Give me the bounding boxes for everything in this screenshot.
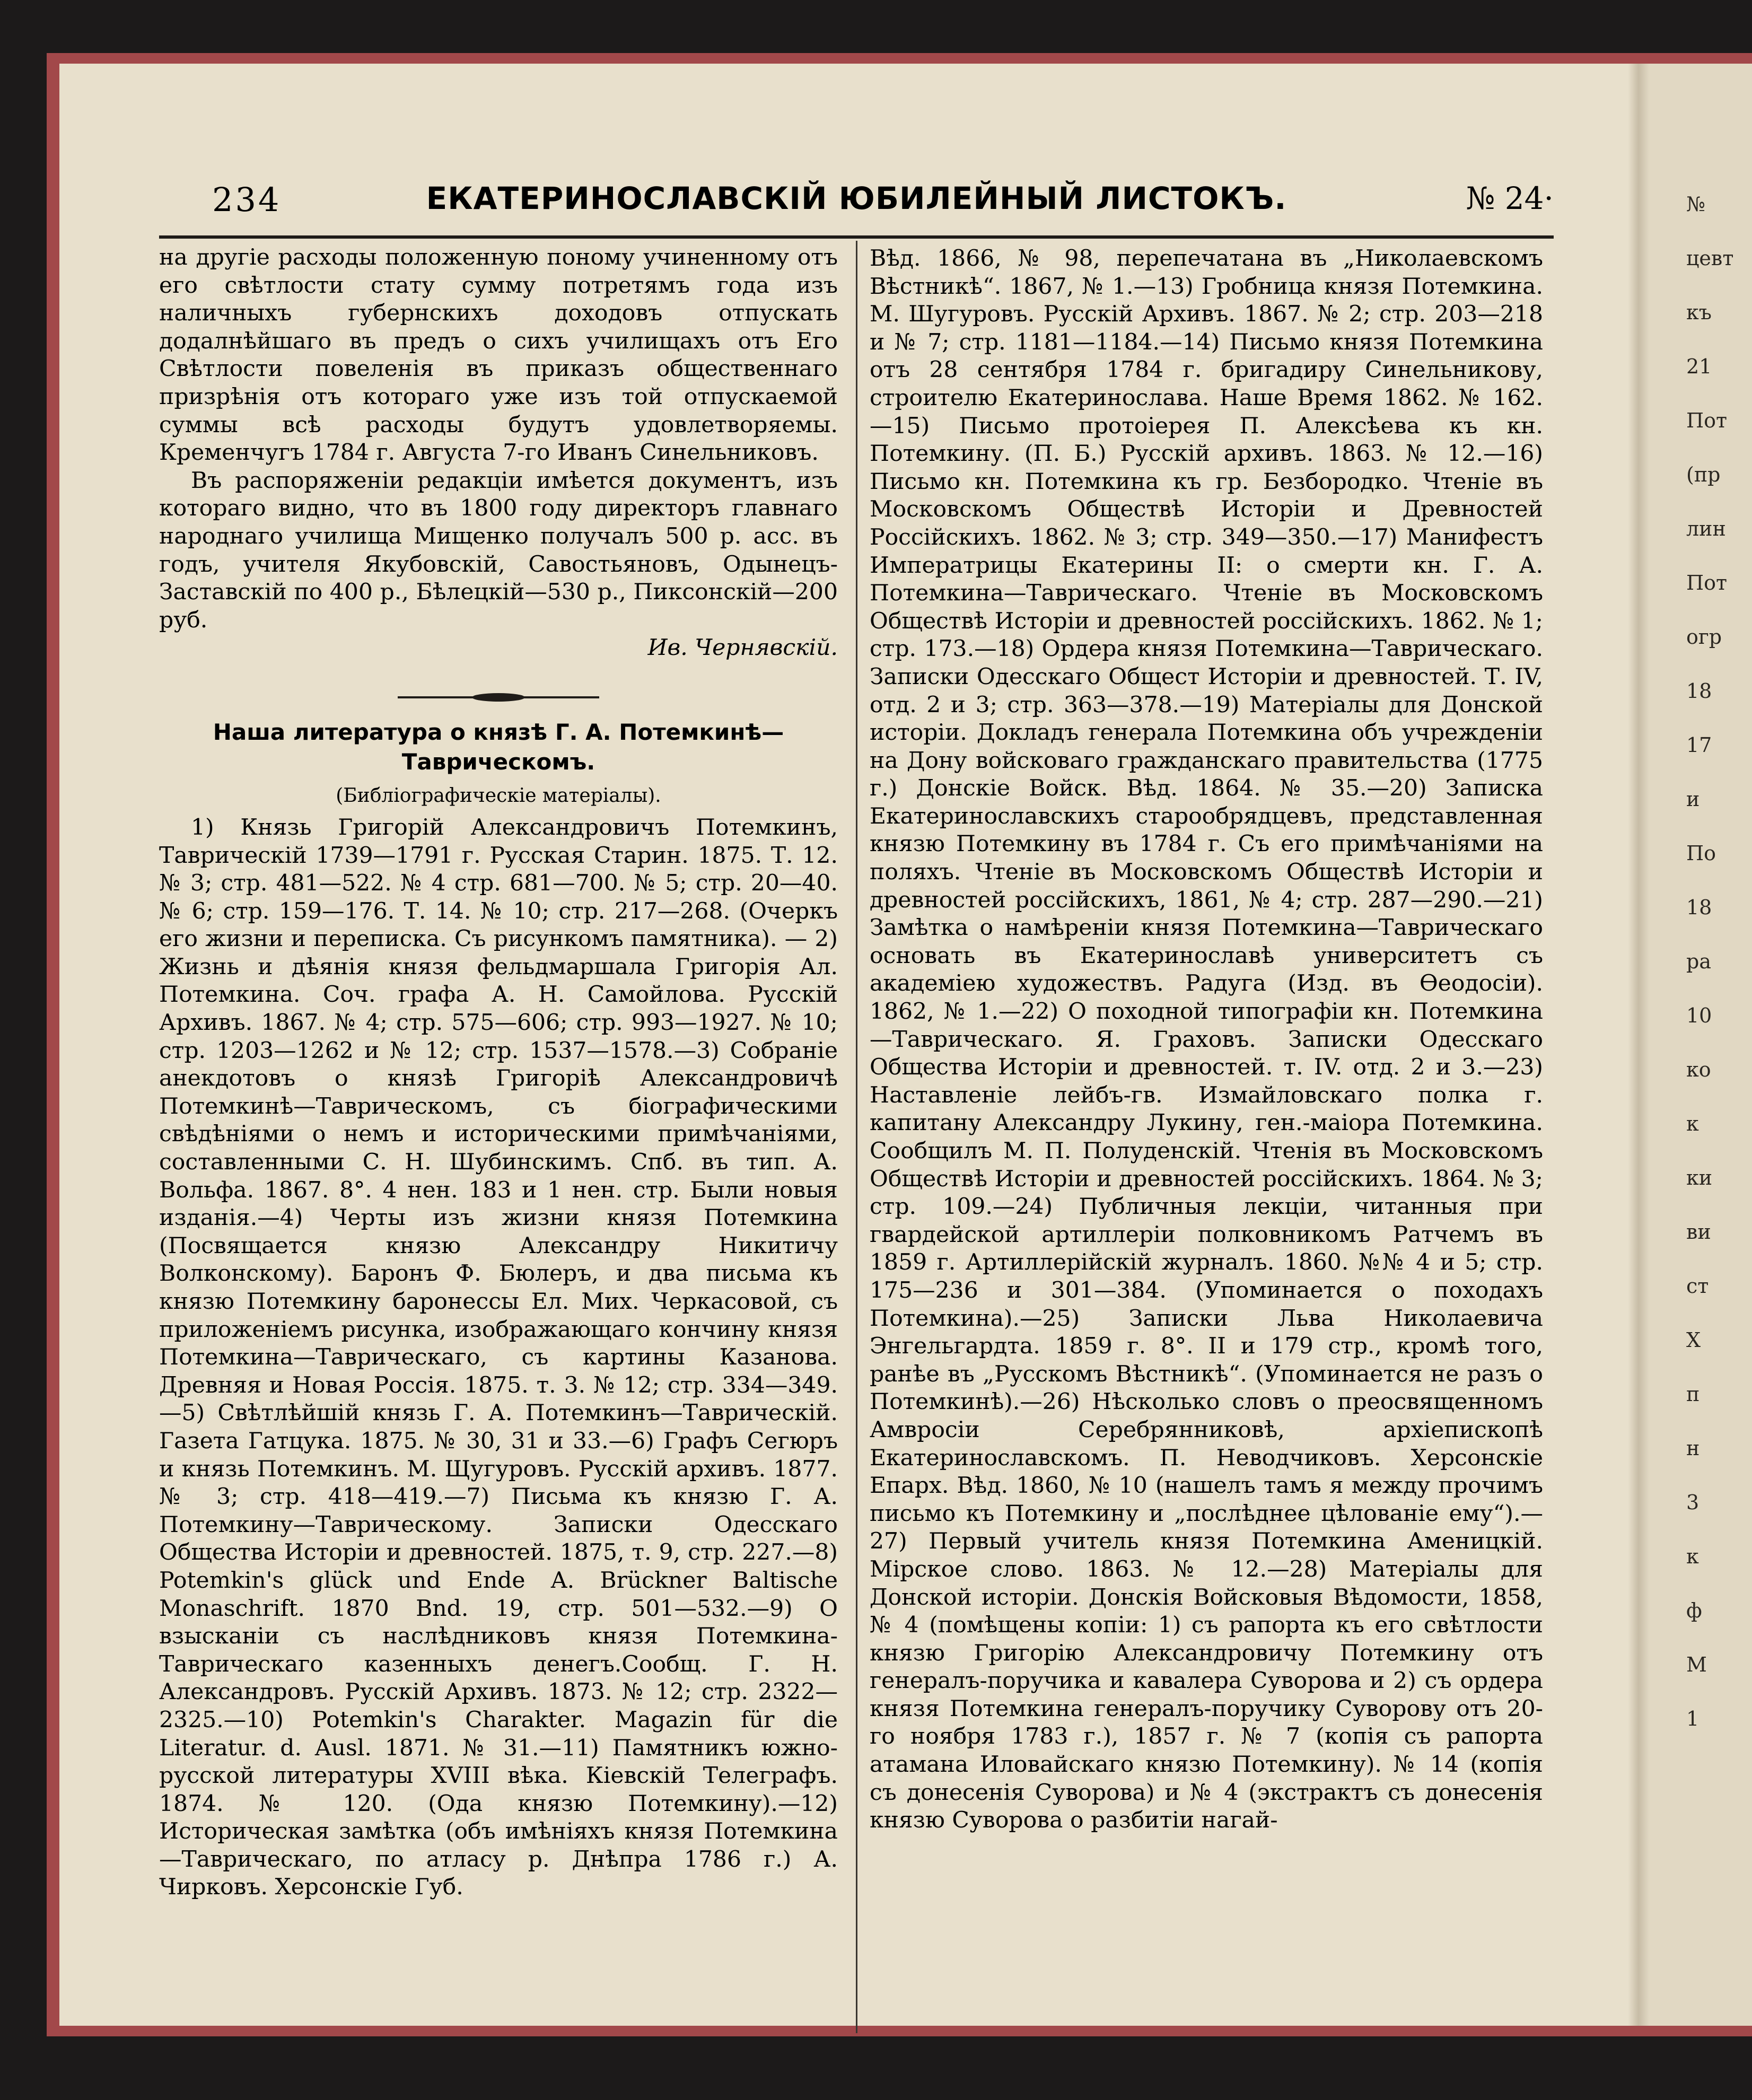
header-rule [159, 235, 1554, 239]
issue-number: № 24· [1466, 180, 1554, 216]
next-page-fragment: (пр [1686, 463, 1721, 486]
next-page-fragment: 1 [1686, 1707, 1700, 1730]
next-page-fragment: ф [1686, 1599, 1702, 1622]
next-page-fragment: № [1686, 192, 1705, 216]
page-header [159, 180, 1554, 233]
next-page-fragment: къ [1686, 301, 1712, 324]
next-page-fragment: Х [1686, 1328, 1701, 1352]
next-page-fragments [1686, 191, 1733, 1732]
next-page-fragment: ки [1686, 1166, 1713, 1189]
next-page-fragment: ко [1686, 1058, 1711, 1081]
next-page-fragment: 3 [1686, 1491, 1700, 1514]
next-page-fragment: 10 [1686, 1004, 1712, 1027]
right-column [870, 245, 1543, 1835]
next-page-fragment: и [1686, 788, 1700, 811]
next-page-fragment: По [1686, 842, 1716, 865]
next-page-fragment: ст [1686, 1274, 1709, 1298]
next-page-edge [1649, 64, 1752, 2026]
article-title: Наша литература о князѣ Г. А. Потемкинѣ—Таврическомъ. [213, 719, 784, 775]
page-number: 234 [212, 180, 282, 219]
next-page-fragment: к [1686, 1545, 1699, 1568]
next-page-fragment: огр [1686, 625, 1722, 649]
next-page-fragment: 18 [1686, 679, 1712, 703]
document-paragraph: Въ распоряженіи редакціи имѣется документъ, изъ котораго видно, что въ 1800 году директоръ главнаго народнаго училища Мищенко получалъ 500 р. асс. въ годъ, учителя Якубовскій, Савостьяновъ, Одынецъ-Заставскій по 400 р., Бѣлецкій—530 р., Пиксонскій—200 руб. [159, 467, 838, 633]
next-page-fragment: 17 [1686, 733, 1712, 757]
next-page-fragment: 21 [1686, 355, 1712, 378]
author-signature: Ив. Чернявскій. [647, 635, 838, 661]
column-divider [856, 241, 857, 2033]
next-page-fragment: н [1686, 1437, 1700, 1460]
next-page-fragment: Пот [1686, 571, 1728, 594]
next-page-fragment: Пот [1686, 409, 1728, 432]
next-page-fragment: ви [1686, 1220, 1711, 1244]
next-page-fragment: лин [1686, 517, 1726, 540]
next-page-fragment: ра [1686, 950, 1711, 973]
next-page-fragment: п [1686, 1382, 1700, 1406]
article-subtitle: (Библіографическіе матеріалы). [336, 784, 661, 807]
next-page-fragment: к [1686, 1112, 1699, 1135]
section-ornament [398, 693, 599, 702]
next-page-fragment: М [1686, 1653, 1707, 1676]
bibliography-continuation: Вѣд. 1866, № 98, перепечатана въ „Николаевскомъ Вѣстникѣ“. 1867, № 1.—13) Гробница князя Потемкина. М. Шугуровъ. Русскій Архивъ. 1867. № 2; стр. 203—218 и № 7; стр. 1181—1184.—14) Письмо князя Потемкина отъ 28 сентября 1784 г. бригадиру Синельникову, строителю Екатеринослава. Наше Время 1862. № 162.—15) Письмо протоіерея П. Алексѣева къ кн. Потемкину. (П. Б.) Русскій архивъ. 1863. № 12.—16) Письмо кн. Потемкина къ гр. Безбородко. Чтеніе въ Московскомъ Обществѣ Исторіи и Древностей Россійскихъ. 1862. № 3; стр. 349—350.—17) Манифестъ Императрицы Екатерины II: о смерти кн. Г. А. Потемкина—Таврическаго. Чтеніе въ Московскомъ Обществѣ Исторіи и древностей россійскихъ. 1862. № 1; стр. 173.—18) Ордера князя Потемкина—Таврическаго. Записки Одесскаго Общест Исторіи и древностей. Т. IV, отд. 2 и 3; стр. 363—378.—19) Матеріалы для Донской исторіи. Докладъ генерала Потемкина объ учрежденіи на Дону войсковаго гражданскаго правительства (1775 г.) Донскіе Войск. Вѣд. 1864. № 35.—20) Записка Екатеринославскихъ старообрядцевъ, представленная князю Потемкину въ 1784 г. Съ его примѣчаніями на поляхъ. Чтеніе въ Московскомъ Обществѣ Исторіи и древностей россійскихъ, 1861, № 4; стр. 287—290.—21) Замѣтка о намѣреніи князя Потемкина—Таврическаго основать въ Екатеринославѣ университетъ съ академіею художествъ. Радуга (Изд. въ Ѳеодосіи). 1862, № 1.—22) О походной типографіи кн. Потемкина—Таврическаго. Я. Граховъ. Записки Одесскаго Общества Исторіи и древностей. т. IV. отд. 2 и 3.—23) Наставленіе лейбъ-гв. Измайловскаго полка г. капитану Александру Лукину, ген.-маіора Потемкина. Сообщилъ М. П. Полуденскій. Чтенія въ Московскомъ Обществѣ Исторіи и древностей россійскихъ. 1864. № 3; стр. 109.—24) Публичныя лекціи, читанныя при гвардейской артиллеріи полковникомъ Ратчемъ въ 1859 г. Артиллерійскій журналъ. 1860. №№ 4 и 5; стр. 175—236 и 301—384. (Упоминается о походахъ Потемкина).—25) Записки Льва Николаевича Энгельгардта. 1859 г. 8°. II и 179 стр., кромѣ того, ранѣе въ „Русскомъ Вѣстникѣ“. (Упоминается не разъ о Потемкинѣ).—26) Нѣсколько словъ о преосвященномъ Амвросіи Серебрянниковѣ, архіепископѣ Екатеринославскомъ. П. Неводчиковъ. Херсонскіе Епарх. Вѣд. 1860, № 10 (нашелъ тамъ я между прочимъ письмо къ Потемкину и „послѣднее цѣлованіе ему“).—27) Первый учитель князя Потемкина Аменицкій. Мірское слово. 1863. № 12.—28) Матеріалы для Донской исторіи. Донскія Войсковыя Вѣдомости, 1858, № 4 (помѣщены копіи: 1) съ рапорта къ его свѣтлости князю Григорію Александровичу Потемкину отъ генералъ-поручика и кавалера Суворова и 2) съ ордера князя Потемкина генералъ-поручику Суворову отъ 20-го ноября 1783 г.), 1857 г. № 7 (копія съ рапорта атамана Иловайскаго князю Потемкину). № 14 (копія съ донесенія Суворова) и № 4 (экстрактъ съ донесенія князю Суворова о разбитіи нагай- [870, 246, 1543, 1834]
next-page-fragment: 18 [1686, 896, 1712, 919]
next-page-fragment: цевт [1686, 247, 1734, 270]
left-column [159, 244, 838, 1902]
opening-paragraph: на другіе расходы положенную поному учиненному отъ его свѣтлости стату сумму потретямъ года изъ наличныхъ губернскихъ доходовъ отпускать додалнѣйшаго въ предъ о сихъ училищахъ отъ Его Свѣтлости повеленія въ приказъ общественнаго призрѣнія отъ котораго уже изъ той отпускаемой суммы всѣ расходы будутъ удовлетворяемы. Кременчугъ 1784 г. Августа 7-го Иванъ Синельниковъ. [159, 244, 838, 466]
book-gutter [1628, 64, 1649, 2026]
running-title: ЕКАТЕРИНОСЛАВСКІЙ ЮБИЛЕЙНЫЙ ЛИСТОКЪ. [426, 180, 1287, 216]
bibliography-text: 1) Князь Григорій Александровичъ Потемкинъ, Таврическій 1739—1791 г. Русская Старин. 1875. Т. 12. № 3; стр. 481—522. № 4 стр. 681—700. № 5; стр. 20—40. № 6; стр. 159—176. Т. 14. № 10; стр. 217—268. (Очеркъ его жизни и переписка. Съ рисункомъ памятника). — 2) Жизнь и дѣянія князя фельдмаршала Григорія Ал. Потемкина. Соч. графа А. Н. Самойлова. Русскій Архивъ. 1867. № 4; стр. 575—606; стр. 993—1927. № 10; стр. 1203—1262 и № 12; стр. 1537—1578.—3) Собраніе анекдотовъ о князѣ Григоріѣ Александровичѣ Потемкинѣ—Таврическомъ, съ біографическими свѣдѣніями о немъ и историческими примѣчаніями, составленными С. Н. Шубинскимъ. Спб. въ тип. А. Вольфа. 1867. 8°. 4 нен. 183 и 1 нен. стр. Были новыя изданія.—4) Черты изъ жизни князя Потемкина (Посвящается князю Александру Никитичу Волконскому). Баронъ Ф. Бюлеръ, и два письма къ князю Потемкину баронессы Ел. Мих. Черкасовой, съ приложеніемъ рисунка, изображающаго кончину князя Потемкина—Таврическаго, съ картины Казанова. Древняя и Новая Россія. 1875. т. 3. № 12; стр. 334—349.—5) Свѣтлѣйшій князь Г. А. Потемкинъ—Таврическій. Газета Гатцука. 1875. № 30, 31 и 33.—6) Графъ Сегюръ и князь Потемкинъ. М. Щугуровъ. Русскій архивъ. 1877. № 3; стр. 418—419.—7) Письма къ князю Г. А. Потемкину—Таврическому. Записки Одесскаго Общества Исторіи и древностей. 1875, т. 9, стр. 227.—8) Potemkin's glück und Ende A. Brückner Baltische Monaschrift. 1870 Bnd. 19, стр. 501—532.—9) О взысканіи съ наслѣдниковъ князя Потемкина-Таврическаго казенныхъ денегъ.Сообщ. Г. Н. Александровъ. Русскій Архивъ. 1873. № 12; стр. 2322—2325.—10) Potemkin's Charakter. Magazin für die Literatur. d. Ausl. 1871. № 31.—11) Памятникъ южно-русской литературы XVIII вѣка. Кіевскій Телеграфъ. 1874. № 120. (Ода князю Потемкину).—12) Историческая замѣтка (объ имѣніяхъ князя Потемкина—Таврическаго, по атласу р. Днѣпра 1786 г.) А. Чирковъ. Херсонскіе Губ. [159, 814, 838, 1901]
